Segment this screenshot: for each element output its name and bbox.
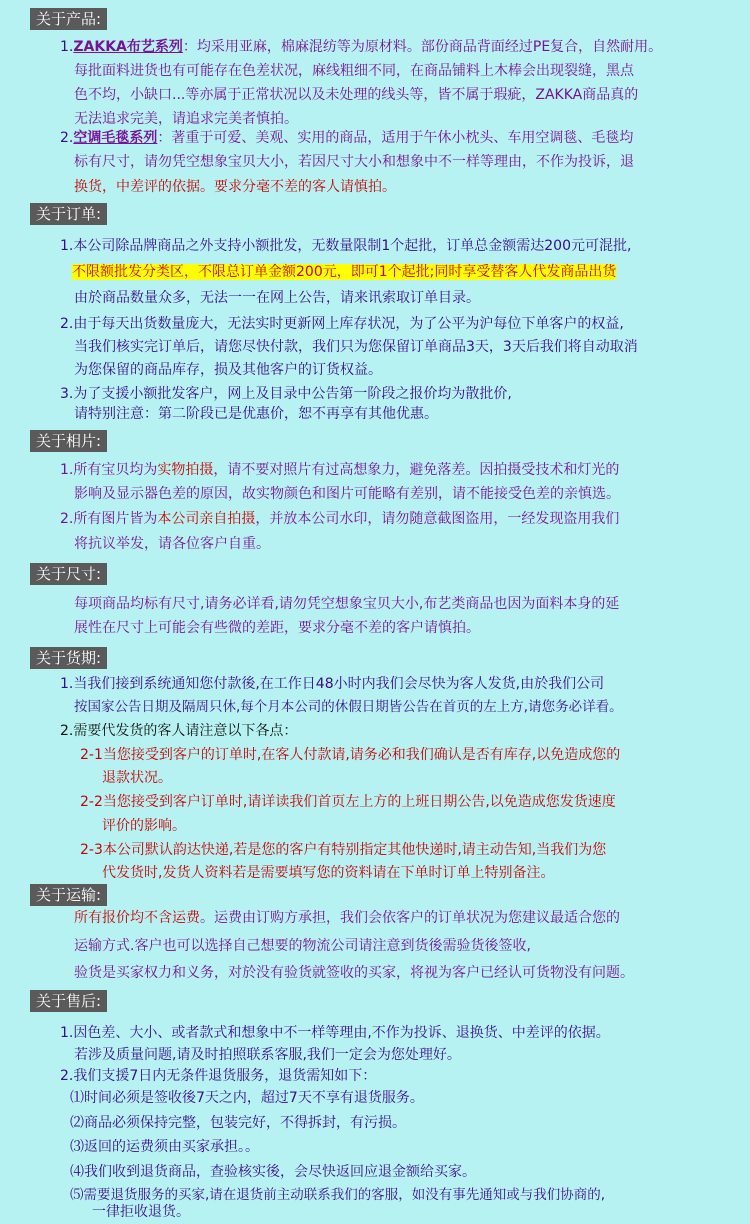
return-rule-2: ⑵商品必须保持完整，包装完好，不得拆封，有污损。 xyxy=(70,1115,406,1131)
photos-item-2-suffix: ，并放本公司水印，请勿随意截图盗用，一经发现盗用我们 xyxy=(255,511,620,527)
section-delivery-title: 关于货期: xyxy=(30,647,107,669)
products-item-1 xyxy=(60,35,662,59)
orders-highlight: 不限额批发分类区，不限总订单金额200元，即可1个起批;同时享受替客人代发商品出货 xyxy=(72,264,617,280)
section-orders-title: 关于订单: xyxy=(30,203,107,225)
aircon-blanket-series-name: 空调毛毯系列 xyxy=(73,130,158,146)
aftersales-item-2: 2.我们支援7日内无条件退货服务，退货需知如下： xyxy=(60,1068,377,1084)
products-item-1-line-3: 色不均，小缺口...等亦属于正常状况以及未处理的线头等，皆不属于瑕疵，ZAKKA商品真的 xyxy=(74,87,639,103)
products-item-2-line-3: 换货，中差评的依据。要求分毫不差的客人请慎拍。 xyxy=(74,179,396,195)
delivery-item-1-line-2: 按国家公告日期及隔周只休,每个月本公司的休假日期皆公告在首页的左上方,请您务必详看。 xyxy=(74,699,623,715)
size-line-2: 展性在尺寸上可能会有些微的差距，要求分毫不差的客户请慎拍。 xyxy=(74,620,480,636)
photos-item-1-suffix: ，请不要对照片有过高想象力，避免落差。因拍摄受技术和灯光的 xyxy=(213,462,620,478)
delivery-sub-3-line-2: 代发货时,发货人资料若是需要填写您的资料请在下单时订单上特别备注。 xyxy=(102,865,555,881)
products-item-2-number: 2. xyxy=(60,130,74,146)
products-item-1-line-2: 每批面料进货也有可能存在色差状况，麻线粗细不同，在商品铺料上木棒会出现裂缝，黑点 xyxy=(74,63,634,79)
return-rule-5-line-2: 一律拒收退货。 xyxy=(92,1204,190,1220)
shipping-line-1 xyxy=(74,906,620,930)
photos-item-1-line-1 xyxy=(60,458,619,482)
products-item-2-line-2: 标有尺寸，请勿凭空想象宝贝大小，若因尺寸大小和想象中不一样等理由，不作为投诉，退 xyxy=(74,154,634,170)
delivery-sub-1-line-2: 退款状况。 xyxy=(102,770,172,786)
photos-item-2-line-2: 将抗议举发，请各位客户自重。 xyxy=(74,536,270,552)
products-item-2-line-1: ：著重于可爱、美观、实用的商品，适用于午休小枕头、车用空调毯、毛毯均 xyxy=(157,130,634,146)
section-size-title: 关于尺寸: xyxy=(30,563,107,585)
orders-item-2-line-2: 当我们核实完订单后，请您尽快付款，我们只为您保留订单商品3天，3天后我们将自动取消 xyxy=(74,339,638,355)
aftersales-item-1-line-1: 1.因色差、大小、或者款式和想象中不一样等理由,不作为投诉、退换货、中差评的依据。 xyxy=(60,1025,610,1041)
return-rule-3: ⑶返回的运费须由买家承担。。 xyxy=(70,1139,259,1155)
photos-item-1-line-2: 影响及显示器色差的原因，故实物颜色和图片可能略有差别，请不能接受色差的亲慎选。 xyxy=(74,486,620,502)
orders-item-1-line-1: 1.本公司除品牌商品之外支持小额批发，无数量限制1个起批，订单总金额需达200元可混批, xyxy=(60,238,632,254)
photos-item-1-prefix: 1.所有宝贝均为 xyxy=(60,462,158,478)
delivery-sub-2-line-2: 评价的影响。 xyxy=(102,818,186,834)
return-rule-4: ⑷我们收到退货商品，查验核实後，会尽快返回应退金额给买家。 xyxy=(70,1164,476,1180)
orders-item-1-line-2 xyxy=(72,260,616,284)
photos-item-2-line-1 xyxy=(60,507,619,531)
orders-item-3-line-2: 请特别注意：第二阶段已是优惠价，恕不再享有其他优惠。 xyxy=(74,406,438,422)
photos-item-2-highlight: 本公司亲自拍摄 xyxy=(157,511,256,527)
orders-item-2-line-3: 为您保留的商品库存，损及其他客户的订货权益。 xyxy=(74,362,382,378)
section-products-title: 关于产品: xyxy=(30,8,107,30)
delivery-item-1-line-1: 1.当我们接到系统通知您付款後,在工作日48小时内我们会尽快为客人发货,由於我们公司 xyxy=(60,676,605,692)
delivery-sub-3-line-1: 2-3本公司默认韵达快递,若是您的客户有特别指定其他快递时,请主动告知,当我们为您 xyxy=(80,842,607,858)
products-item-1-line-1: ：均采用亚麻，棉麻混纺等为原材料。部份商品背面经过PE复合，自然耐用。 xyxy=(182,39,663,55)
return-rule-1: ⑴时间必须是签收後7天之内，超过7天不享有退货服务。 xyxy=(70,1090,424,1106)
section-aftersales-title: 关于售后: xyxy=(30,990,107,1012)
delivery-sub-1-line-1: 2-1当您接受到客户的订单时,在客人付款请,请务必和我们确认是否有库存,以免造成您的 xyxy=(80,747,621,763)
size-line-1: 每项商品均标有尺寸,请务必详看,请勿凭空想象宝贝大小,布艺类商品也因为面料本身的延 xyxy=(74,596,620,612)
products-item-1-number: 1. xyxy=(60,39,74,55)
orders-item-2-line-1: 2.由于每天出货数量庞大，无法实时更新网上库存状况，为了公平为沪每位下单客户的权益, xyxy=(60,316,624,332)
photos-item-1-highlight: 实物拍摄 xyxy=(157,462,214,478)
delivery-sub-2-line-1: 2-2当您接受到客户订单时,请详读我们首页左上方的上班日期公告,以免造成您发货速度 xyxy=(80,794,616,810)
shipping-no-freight: 所有报价均不含运费 xyxy=(74,910,200,926)
photos-item-2-prefix: 2.所有图片皆为 xyxy=(60,511,158,527)
aftersales-item-1-line-2: 若涉及质量问题,请及时拍照联系客服,我们一定会为您处理好。 xyxy=(74,1047,461,1063)
delivery-item-2: 2.需要代发货的客人请注意以下各点： xyxy=(60,723,298,739)
products-item-1-line-4: 无法追求完美，请追求完美者慎拍。 xyxy=(74,111,298,127)
section-photos-title: 关于相片: xyxy=(30,430,107,452)
orders-item-1-line-3: 由於商品数量众多，无法一一在网上公告，请来讯索取订单目录。 xyxy=(74,290,480,306)
shipping-line-1-rest: 。运费由订购方承担，我们会依客户的订单状况为您建议最适合您的 xyxy=(200,910,620,926)
return-rule-5-line-1: ⑸需要退货服务的买家,请在退货前主动联系我们的客服，如没有事先通知或与我们协商的, xyxy=(70,1187,606,1203)
shipping-line-2: 运输方式.客户也可以选择自己想要的物流公司请注意到货後需验货後签收, xyxy=(74,938,531,954)
shipping-line-3: 验货是买家权力和义务，对於没有验货就签收的买家，将视为客户已经认可货物没有问题。 xyxy=(74,965,634,981)
orders-item-3-line-1: 3.为了支援小额批发客户，网上及目录中公告第一阶段之报价均为散批价, xyxy=(60,386,512,402)
products-item-2 xyxy=(60,126,633,150)
section-shipping-title: 关于运输: xyxy=(30,884,107,906)
zakka-series-name: ZAKKA布艺系列 xyxy=(73,39,183,55)
